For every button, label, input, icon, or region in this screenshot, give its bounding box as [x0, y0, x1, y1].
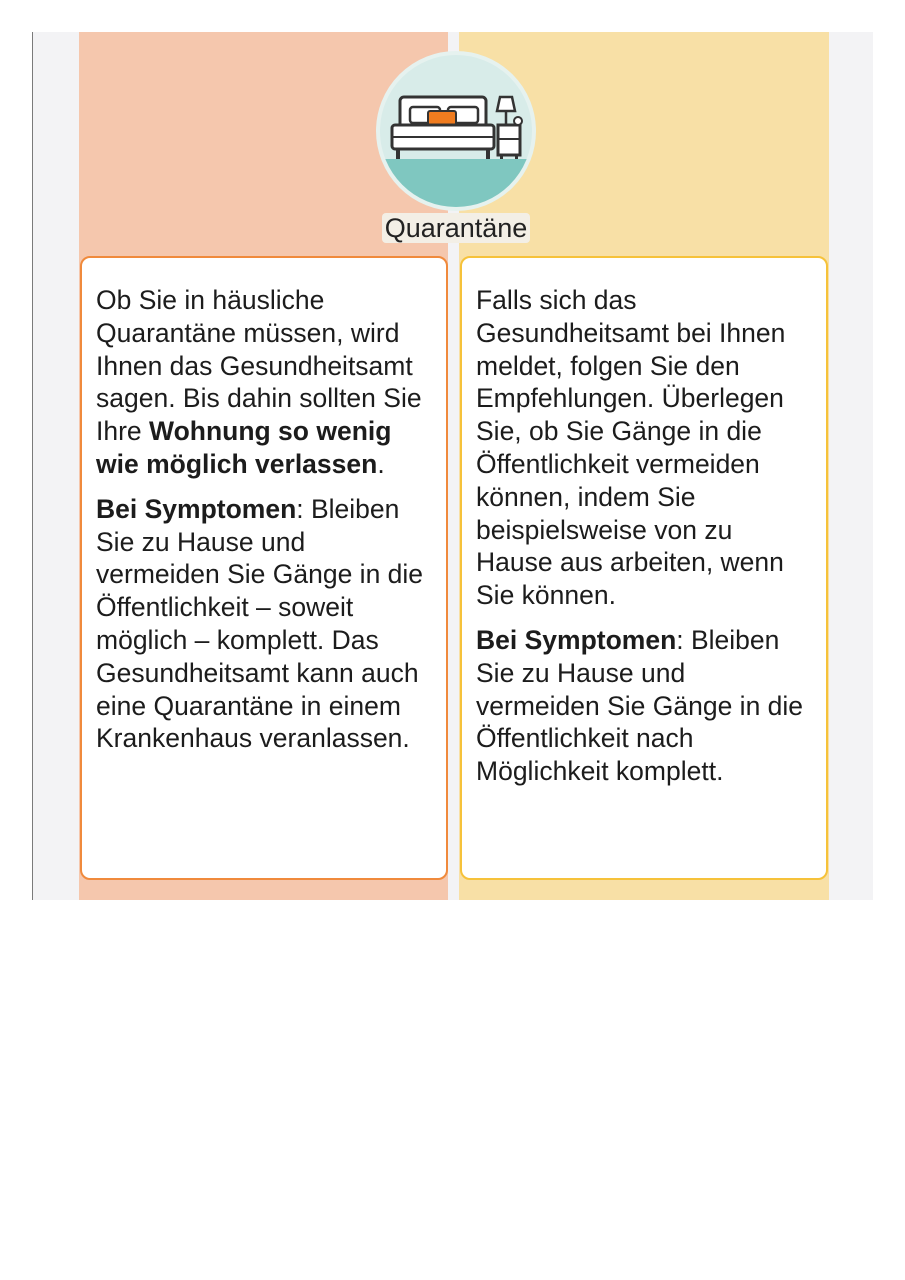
emphasis-text: Wohnung so wenig wie möglich verlassen	[96, 416, 392, 479]
paragraph-symptoms	[476, 624, 810, 788]
paragraph-text: Falls sich das Gesundheitsamt bei Ihnen meldet, folgen Sie den Empfehlungen. Überlegen Sie, ob Sie Gänge in die Öffentlichkeit vermeiden können, indem Sie beispielsweise von zu Hause aus arbeiten, wenn Sie können.	[476, 285, 786, 611]
symptoms-heading: Bei Symptomen	[96, 493, 297, 524]
quarantine-infographic	[32, 32, 873, 900]
paragraph-symptoms	[96, 493, 430, 755]
paragraph-text: : Bleiben Sie zu Hause und vermeiden Sie Gänge in die Öffentlichkeit nach Möglichkeit komplett.	[476, 624, 804, 787]
health-office-contact-card	[460, 256, 828, 880]
bed-with-nightstand-icon	[376, 51, 536, 211]
paragraph-recommendations	[476, 284, 810, 612]
section-label	[333, 212, 579, 244]
section-label-text: Quarantäne	[382, 213, 531, 243]
paragraph-text: : Bleiben Sie zu Hause und vermeiden Sie Gänge in die Öffentlichkeit – soweit möglich – komplett. Das Gesundheitsamt kann auch eine Quarantäne in einem Krankenhaus veranlassen.	[96, 493, 424, 754]
symptoms-heading: Bei Symptomen	[476, 624, 677, 655]
paragraph-quarantine-decision	[96, 284, 430, 481]
home-quarantine-info-card	[80, 256, 448, 880]
paragraph-end: .	[377, 448, 385, 479]
paragraph-text: Ob Sie in häusliche Quarantäne müssen, wird Ihnen das Gesundheitsamt sagen. Bis dahin sollten Sie Ihre	[96, 285, 422, 447]
